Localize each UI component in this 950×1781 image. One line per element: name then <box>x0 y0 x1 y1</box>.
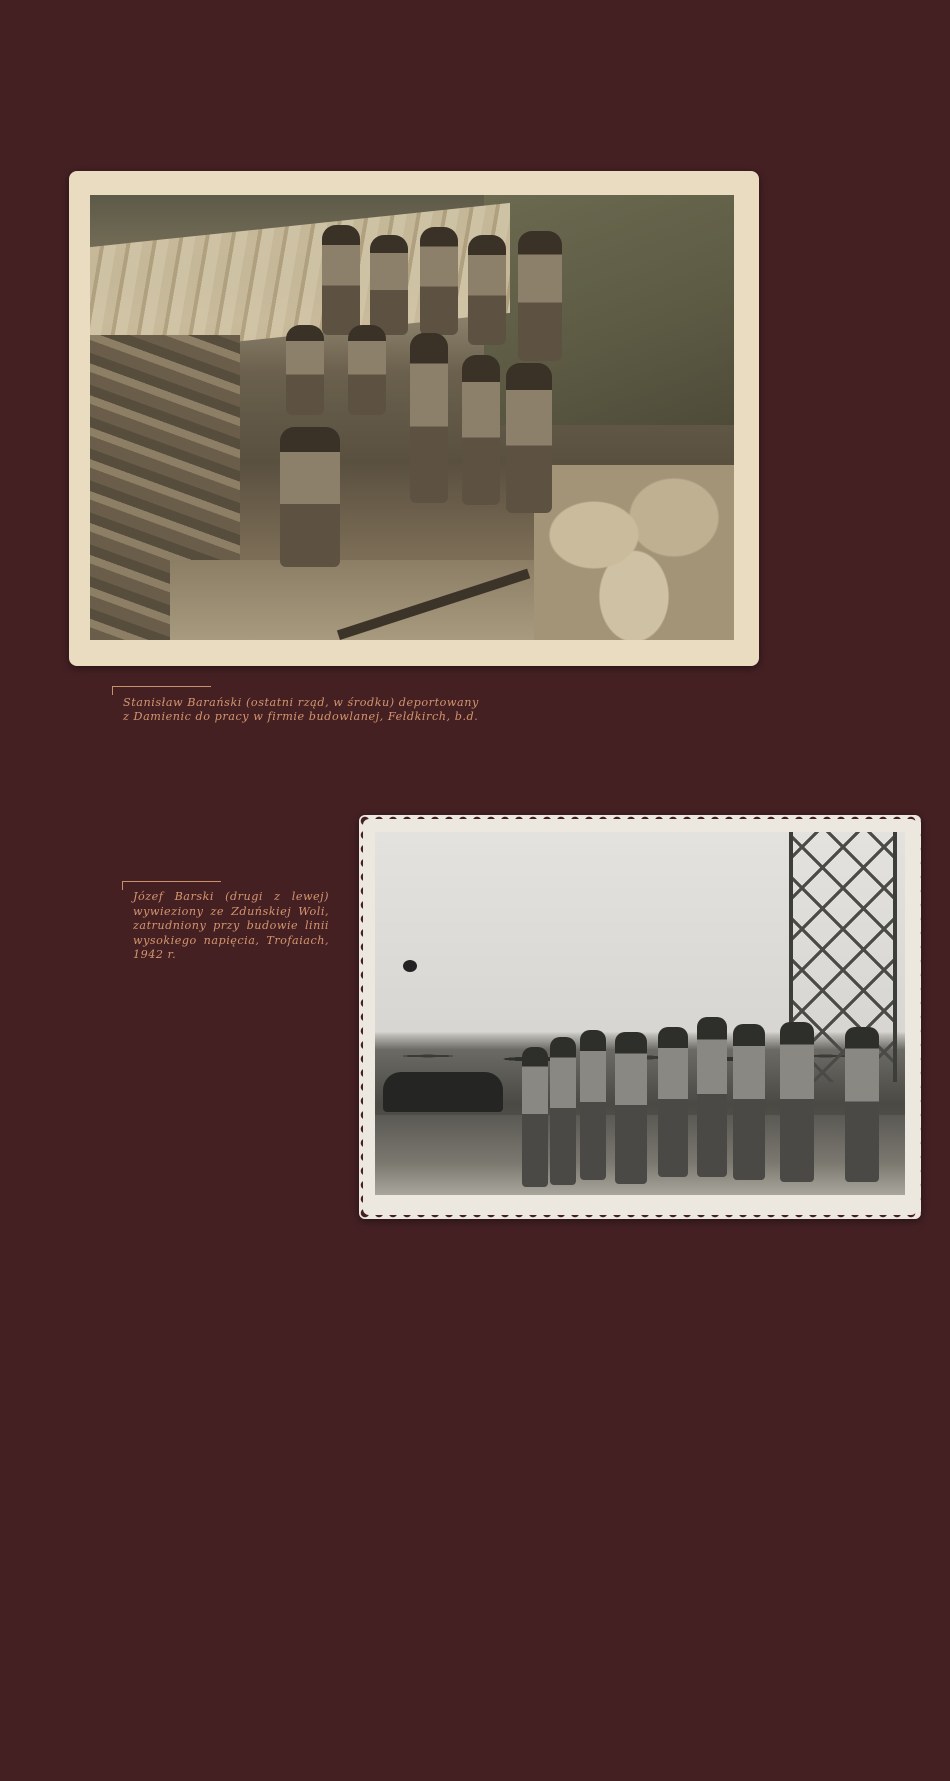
caption-bracket-line <box>112 686 211 695</box>
person-figure <box>697 1017 727 1177</box>
person-figure <box>348 325 386 415</box>
person-figure <box>518 231 562 361</box>
photo-power-line-workers <box>359 815 921 1219</box>
person-figure <box>286 325 324 415</box>
person-figure <box>845 1027 879 1182</box>
person-figure <box>733 1024 765 1180</box>
person-figure <box>506 363 552 513</box>
person-figure <box>420 227 458 335</box>
person-figure <box>658 1027 688 1177</box>
person-figure <box>780 1022 814 1182</box>
person-figure <box>580 1030 606 1180</box>
person-figure <box>370 235 408 335</box>
person-figure <box>280 427 340 567</box>
person-figure <box>410 333 448 503</box>
person-figure <box>550 1037 576 1185</box>
caption-text: Józef Barski (drugi z lewej) wywieziony ze Zduńskiej Woli, zatrudniony przy budowie linii wysokiego napięcia, Trofaiach, 1942 r. <box>133 890 329 961</box>
person-figure <box>522 1047 548 1187</box>
person-figure <box>615 1032 647 1184</box>
person-figure <box>322 225 360 335</box>
photo-image-sepia <box>90 195 734 640</box>
caption-line-1: Stanisław Barański (ostatni rząd, w środku) deportowany <box>123 696 479 709</box>
caption-line-2: z Damienic do pracy w firmie budowlanej, Feldkirch, b.d. <box>123 710 479 723</box>
photo-image-bw <box>375 832 905 1195</box>
photo-workers-construction <box>69 171 759 666</box>
person-figure <box>462 355 500 505</box>
person-figure <box>468 235 506 345</box>
caption-bracket-line <box>122 881 221 890</box>
